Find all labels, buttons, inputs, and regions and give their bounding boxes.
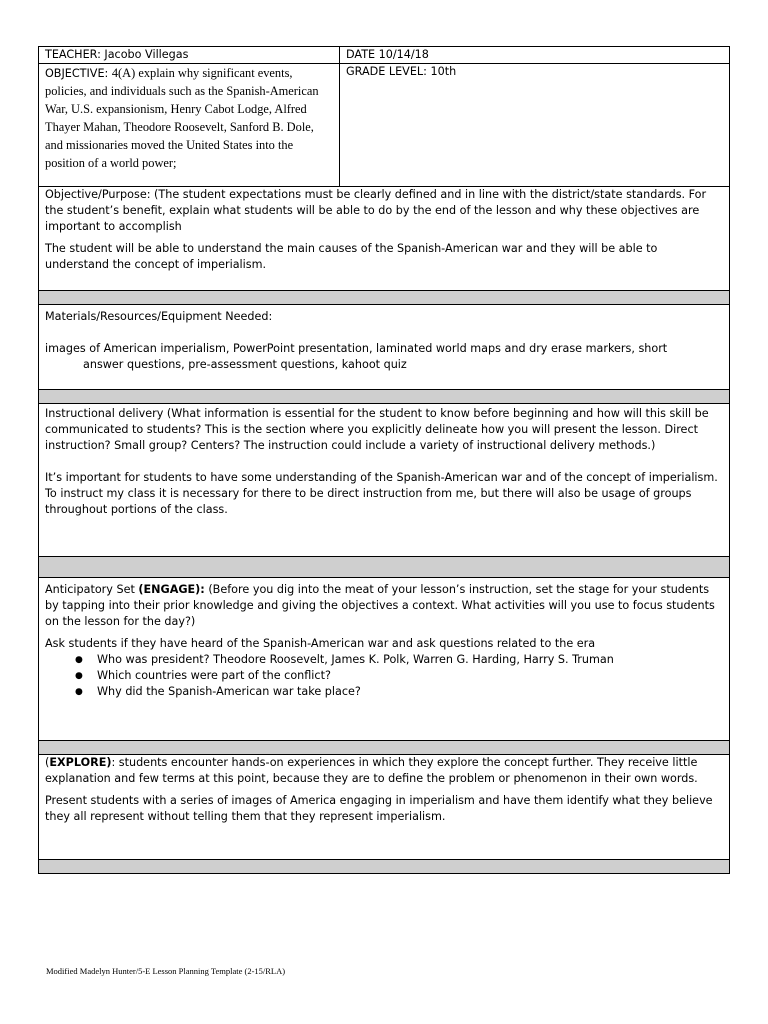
separator-row xyxy=(39,390,730,404)
anticipatory-prompt-text: (Before you dig into the meat of your lesson’s instruction, set the stage for your students by tapping into their prior knowledge and giving the objectives a context. What activities will you use to focus students on the lesson for the day?) xyxy=(45,583,715,628)
materials-prompt: Materials/Resources/Equipment Needed: xyxy=(45,310,273,323)
separator xyxy=(39,390,730,404)
date-cell: DATE 10/14/18 xyxy=(340,47,730,64)
instructional-answer: It’s important for students to have some understanding of the Spanish-American war and of the concept of imperialism. To instruct my class it is necessary for there to be direct instruction from me, but there will also be usage of groups throughout portions of the class. xyxy=(45,471,718,516)
objective-purpose-cell xyxy=(39,187,730,291)
bullet-icon: ● xyxy=(75,655,83,665)
engage-label: (ENGAGE): xyxy=(138,583,205,596)
explore-prompt-text: : students encounter hands-on experiences in which they explore the concept further. They receive little explanation and few terms at this point, because they are to define the problem or phenomenon in their own words. xyxy=(45,756,698,785)
materials-row xyxy=(39,305,730,390)
anticipatory-cell xyxy=(39,578,730,741)
instructional-row xyxy=(39,404,730,557)
objective-row xyxy=(39,64,730,187)
separator xyxy=(39,291,730,305)
list-item xyxy=(75,652,723,668)
separator-row xyxy=(39,741,730,755)
objective-purpose-prompt: Objective/Purpose: (The student expectations must be clearly defined and in line with the district/state standards. For the student’s benefit, explain what students will be able to do by the end of the lesson and why these objectives are important to accomplish xyxy=(45,188,707,233)
objective-cell xyxy=(39,64,340,187)
explore-answer: Present students with a series of images of America engaging in imperialism and have them identify what they believe they all represent without telling them that they represent imperialism. xyxy=(45,794,713,823)
separator xyxy=(39,860,730,874)
separator xyxy=(39,557,730,578)
objective-label: OBJECTIVE: xyxy=(45,67,112,80)
question-list xyxy=(45,652,723,700)
bullet-icon: ● xyxy=(75,671,83,681)
anticipatory-prompt xyxy=(45,582,723,630)
header-row xyxy=(39,47,730,64)
question-text: Who was president? Theodore Roosevelt, James K. Polk, Warren G. Harding, Harry S. Truman xyxy=(97,653,614,666)
grade-level-cell: GRADE LEVEL: 10th xyxy=(340,64,730,187)
explore-label: EXPLORE) xyxy=(49,756,112,769)
explore-cell xyxy=(39,755,730,860)
explore-row xyxy=(39,755,730,860)
objective-text: 4(A) explain why significant events, policies, and individuals such as the Spanish-American War, U.S. expansionism, Henry Cabot Lodge, Alfred Thayer Mahan, Theodore Roosevelt, Sanford B. Dole, and missionaries moved the United States into the position of a world power; xyxy=(45,66,319,170)
question-text: Why did the Spanish-American war take place? xyxy=(97,685,361,698)
anticipatory-label: Anticipatory Set xyxy=(45,583,139,596)
materials-answer: images of American imperialism, PowerPoint presentation, laminated world maps and dry erase markers, short xyxy=(45,342,668,355)
anticipatory-intro: Ask students if they have heard of the Spanish-American war and ask questions related to the era xyxy=(45,637,596,650)
instructional-prompt: Instructional delivery (What information is essential for the student to know before beginning and how will this skill be communicated to students? This is the section where you explicitly delineate how you will present the lesson. Direct instruction? Small group? Centers? The instruction could include a variety of instructional delivery methods.) xyxy=(45,407,709,452)
materials-answer-continued: answer questions, pre-assessment questions, kahoot quiz xyxy=(83,358,407,371)
instructional-cell xyxy=(39,404,730,557)
footer-text: Modified Madelyn Hunter/5-E Lesson Planning Template (2-15/RLA) xyxy=(46,966,286,976)
anticipatory-row xyxy=(39,578,730,741)
list-item xyxy=(75,684,723,700)
separator xyxy=(39,741,730,755)
materials-cell xyxy=(39,305,730,390)
separator-row xyxy=(39,291,730,305)
separator-row xyxy=(39,860,730,874)
bullet-icon: ● xyxy=(75,687,83,697)
question-text: Which countries were part of the conflict? xyxy=(97,669,331,682)
objective-purpose-answer: The student will be able to understand the main causes of the Spanish-American war and they will be able to understand the concept of imperialism. xyxy=(45,242,658,271)
explore-prompt xyxy=(45,755,723,787)
lesson-plan-table xyxy=(38,46,730,874)
lesson-plan-form xyxy=(38,46,729,874)
objective-purpose-row xyxy=(39,187,730,291)
teacher-cell: TEACHER: Jacobo Villegas xyxy=(39,47,340,64)
list-item xyxy=(75,668,723,684)
explore-open-paren: ( xyxy=(45,756,50,769)
separator-row xyxy=(39,557,730,578)
